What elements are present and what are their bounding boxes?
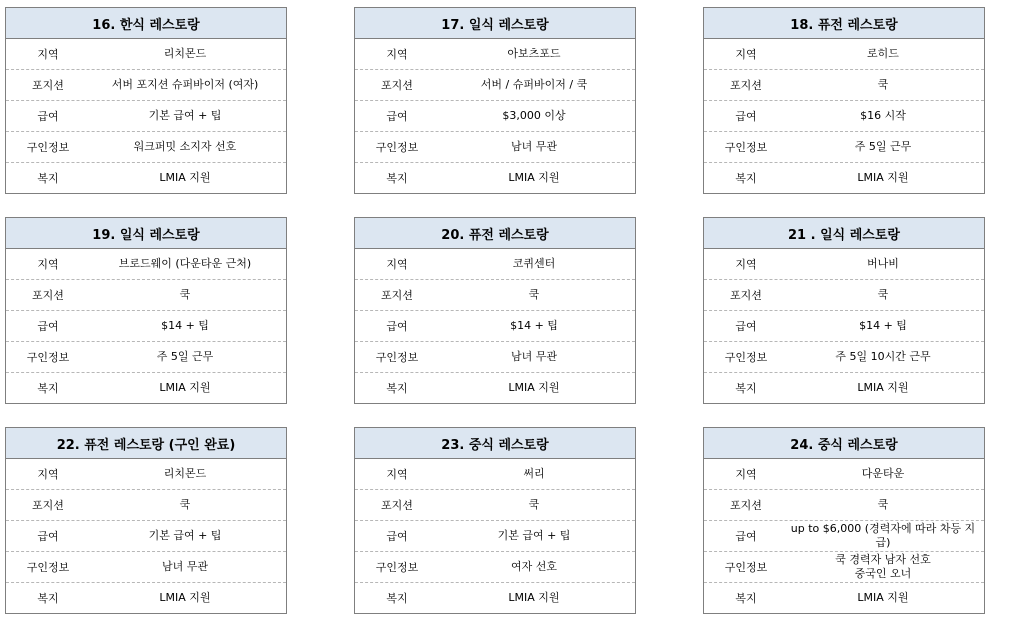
row-value-region: 다운타운 (861, 467, 905, 480)
row-value-info: 여자 선호 (510, 560, 557, 573)
card-row-position (355, 70, 635, 101)
row-value-info: 주 5일 근무 (854, 140, 912, 153)
row-value-salary: $14 + 팁 (161, 319, 209, 332)
card-row-welfare (355, 163, 635, 193)
card-row-salary (704, 521, 984, 552)
row-label-welfare: 복지 (386, 592, 408, 605)
row-value-welfare: LMIA 지원 (508, 591, 560, 604)
row-label-position: 포지션 (381, 289, 413, 302)
row-label-region: 지역 (386, 48, 408, 61)
row-label-welfare: 복지 (37, 592, 59, 605)
card-row-info (355, 132, 635, 163)
card-row-welfare (704, 373, 984, 403)
row-label-info: 구인정보 (375, 351, 419, 364)
row-label-region: 지역 (735, 48, 757, 61)
row-label-region: 지역 (735, 258, 757, 271)
row-label-welfare: 복지 (386, 382, 408, 395)
row-value-position: 쿡 (528, 498, 540, 511)
card-row-welfare (355, 583, 635, 613)
row-value-welfare: LMIA 지원 (159, 591, 211, 604)
card-row-info (355, 552, 635, 583)
row-label-welfare: 복지 (37, 382, 59, 395)
card-row-info (355, 342, 635, 373)
card-row-salary (704, 311, 984, 342)
card-row-region (6, 39, 286, 70)
row-label-position: 포지션 (730, 79, 762, 92)
card-row-position (355, 280, 635, 311)
card-row-info (6, 132, 286, 163)
row-value-welfare: LMIA 지원 (857, 591, 909, 604)
row-label-info: 구인정보 (26, 561, 70, 574)
row-label-position: 포지션 (730, 499, 762, 512)
card-row-region (355, 459, 635, 490)
row-value-position: 서버 포지션 슈퍼바이저 (여자) (111, 78, 259, 91)
row-label-salary: 급여 (735, 110, 757, 123)
row-value-region: 써리 (523, 467, 545, 480)
job-card (354, 7, 636, 194)
row-value-info: 남녀 무관 (510, 350, 557, 363)
row-label-info: 구인정보 (724, 561, 768, 574)
row-value-info: 워크퍼밋 소지자 선호 (133, 140, 237, 153)
row-label-info: 구인정보 (375, 141, 419, 154)
row-label-region: 지역 (386, 468, 408, 481)
card-row-region (355, 249, 635, 280)
card-title: 17. 일식 레스토랑 (355, 8, 635, 39)
job-card (5, 427, 287, 614)
row-value-position: 쿡 (877, 78, 889, 91)
card-title: 23. 중식 레스토랑 (355, 428, 635, 459)
card-row-salary (6, 521, 286, 552)
card-row-region (6, 459, 286, 490)
row-value-region: 로히드 (867, 47, 899, 60)
card-title: 24. 중식 레스토랑 (704, 428, 984, 459)
card-row-position (6, 280, 286, 311)
card-row-salary (6, 101, 286, 132)
row-label-info: 구인정보 (375, 561, 419, 574)
row-label-salary: 급여 (386, 110, 408, 123)
row-value-welfare: LMIA 지원 (857, 171, 909, 184)
card-row-position (6, 70, 286, 101)
card-title: 19. 일식 레스토랑 (6, 218, 286, 249)
row-value-info: 쿡 경력자 남자 선호 중국인 오너 (835, 553, 931, 580)
job-card (703, 7, 985, 194)
row-label-salary: 급여 (735, 320, 757, 333)
row-value-region: 리치몬드 (163, 467, 207, 480)
card-row-welfare (704, 583, 984, 613)
row-value-region: 브로드웨이 (다운타운 근처) (118, 257, 252, 270)
row-value-position: 쿡 (877, 288, 889, 301)
row-value-salary: $3,000 이상 (502, 109, 566, 122)
row-value-position: 쿡 (528, 288, 540, 301)
card-title: 22. 퓨전 레스토랑 (구인 완료) (6, 428, 286, 459)
row-label-position: 포지션 (32, 499, 64, 512)
row-label-region: 지역 (37, 468, 59, 481)
row-label-salary: 급여 (37, 110, 59, 123)
card-row-info (6, 552, 286, 583)
row-label-welfare: 복지 (735, 172, 757, 185)
card-title: 16. 한식 레스토랑 (6, 8, 286, 39)
row-label-welfare: 복지 (386, 172, 408, 185)
card-row-position (355, 490, 635, 521)
card-row-salary (6, 311, 286, 342)
row-label-region: 지역 (386, 258, 408, 271)
card-row-position (704, 490, 984, 521)
card-title: 20. 퓨전 레스토랑 (355, 218, 635, 249)
row-value-region: 코퀴센터 (512, 257, 556, 270)
card-row-position (6, 490, 286, 521)
job-card (5, 7, 287, 194)
row-label-info: 구인정보 (26, 351, 70, 364)
row-label-region: 지역 (37, 48, 59, 61)
job-card (354, 427, 636, 614)
row-label-position: 포지션 (730, 289, 762, 302)
card-row-region (704, 249, 984, 280)
row-value-position: 서버 / 슈퍼바이저 / 쿡 (480, 78, 588, 91)
card-row-welfare (6, 583, 286, 613)
row-label-welfare: 복지 (735, 382, 757, 395)
row-value-region: 아보츠포드 (507, 47, 561, 60)
card-row-welfare (6, 163, 286, 193)
row-value-salary: 기본 급여 + 팁 (148, 109, 222, 122)
row-label-info: 구인정보 (724, 141, 768, 154)
card-row-welfare (355, 373, 635, 403)
row-label-position: 포지션 (381, 499, 413, 512)
job-card (703, 217, 985, 404)
card-row-welfare (704, 163, 984, 193)
job-card (354, 217, 636, 404)
card-row-region (704, 39, 984, 70)
card-title: 21 . 일식 레스토랑 (704, 218, 984, 249)
card-row-region (704, 459, 984, 490)
card-row-info (704, 132, 984, 163)
row-label-salary: 급여 (37, 530, 59, 543)
card-row-salary (355, 521, 635, 552)
row-value-region: 리치몬드 (163, 47, 207, 60)
row-label-salary: 급여 (735, 530, 757, 543)
row-value-welfare: LMIA 지원 (508, 381, 560, 394)
card-row-info (6, 342, 286, 373)
row-label-info: 구인정보 (724, 351, 768, 364)
row-label-salary: 급여 (386, 530, 408, 543)
card-row-salary (704, 101, 984, 132)
job-card (703, 427, 985, 614)
row-label-welfare: 복지 (735, 592, 757, 605)
row-label-welfare: 복지 (37, 172, 59, 185)
row-value-info: 주 5일 10시간 근무 (835, 350, 931, 363)
card-row-position (704, 70, 984, 101)
row-value-position: 쿡 (179, 498, 191, 511)
row-value-salary: 기본 급여 + 팁 (148, 529, 222, 542)
row-value-welfare: LMIA 지원 (508, 171, 560, 184)
card-title: 18. 퓨전 레스토랑 (704, 8, 984, 39)
row-value-salary: 기본 급여 + 팁 (497, 529, 571, 542)
row-value-info: 주 5일 근무 (156, 350, 214, 363)
card-row-info (704, 342, 984, 373)
row-value-salary: $14 + 팁 (859, 319, 907, 332)
row-value-position: 쿡 (877, 498, 889, 511)
row-value-info: 남녀 무관 (510, 140, 557, 153)
card-row-salary (355, 311, 635, 342)
row-value-welfare: LMIA 지원 (159, 381, 211, 394)
row-value-welfare: LMIA 지원 (159, 171, 211, 184)
row-value-salary: $14 + 팁 (510, 319, 558, 332)
row-label-position: 포지션 (32, 289, 64, 302)
card-row-region (6, 249, 286, 280)
row-value-salary: $16 시작 (860, 109, 906, 122)
card-row-info (704, 552, 984, 583)
row-value-position: 쿡 (179, 288, 191, 301)
row-value-info: 남녀 무관 (161, 560, 208, 573)
card-row-region (355, 39, 635, 70)
row-value-welfare: LMIA 지원 (857, 381, 909, 394)
row-label-region: 지역 (37, 258, 59, 271)
row-value-salary: up to $6,000 (경력자에 따라 차등 지급) (790, 522, 976, 549)
row-label-position: 포지션 (32, 79, 64, 92)
row-label-position: 포지션 (381, 79, 413, 92)
row-value-region: 버나비 (867, 257, 899, 270)
row-label-salary: 급여 (37, 320, 59, 333)
card-row-welfare (6, 373, 286, 403)
job-card (5, 217, 287, 404)
card-row-salary (355, 101, 635, 132)
row-label-salary: 급여 (386, 320, 408, 333)
card-row-position (704, 280, 984, 311)
row-label-info: 구인정보 (26, 141, 70, 154)
row-label-region: 지역 (735, 468, 757, 481)
